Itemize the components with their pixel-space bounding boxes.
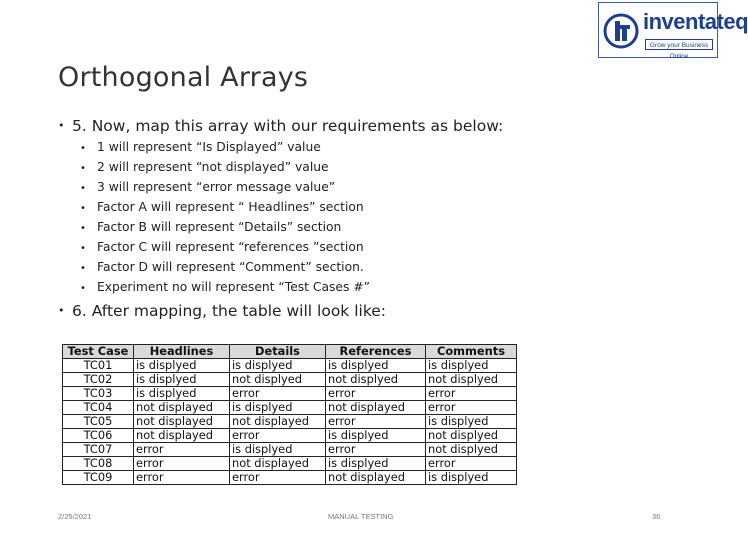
table-cell: is displyed <box>134 373 230 387</box>
table-cell: is displyed <box>230 401 326 415</box>
bullet-icon: • <box>80 263 86 274</box>
bullet-point-6 <box>58 302 386 320</box>
table-cell: not displyed <box>426 429 517 443</box>
footer-title: MANUAL TESTING <box>328 512 394 521</box>
list-item: • 3 will represent “error message value” <box>80 177 370 197</box>
table-cell: TC04 <box>63 401 134 415</box>
table-cell: error <box>134 443 230 457</box>
table-cell: is displyed <box>326 429 426 443</box>
column-header-details: Details <box>230 345 326 359</box>
logo-tagline: Grow your Business Online <box>645 39 713 50</box>
table-cell: is displyed <box>134 359 230 373</box>
mapping-list <box>80 137 370 297</box>
column-header-headlines: Headlines <box>134 345 230 359</box>
table-row <box>63 457 517 471</box>
table-row <box>63 429 517 443</box>
table-cell: error <box>426 387 517 401</box>
footer-page-number: 36 <box>652 512 661 521</box>
table-cell: TC05 <box>63 415 134 429</box>
bullet-icon: • <box>58 304 65 317</box>
table-cell: is displyed <box>326 359 426 373</box>
table-cell: not displyed <box>326 373 426 387</box>
table-cell: not displyed <box>426 443 517 457</box>
table-cell: error <box>230 429 326 443</box>
table-cell: is displyed <box>230 443 326 457</box>
test-case-table <box>62 344 517 485</box>
table-cell: not displyed <box>230 373 326 387</box>
table-cell: not displayed <box>134 401 230 415</box>
table-cell: TC03 <box>63 387 134 401</box>
list-item: • Factor C will represent “references ”section <box>80 237 370 257</box>
slide-title: Orthogonal Arrays <box>58 62 309 93</box>
table-cell: not displayed <box>230 415 326 429</box>
table-row <box>63 373 517 387</box>
table-row <box>63 443 517 457</box>
bullet-icon: • <box>80 183 86 194</box>
table-cell: not displyed <box>426 373 517 387</box>
column-header-references: References <box>326 345 426 359</box>
table-cell: error <box>426 457 517 471</box>
table-cell: error <box>230 387 326 401</box>
table-row <box>63 415 517 429</box>
table-cell: not displayed <box>326 471 426 485</box>
column-header-test-case: Test Case <box>63 345 134 359</box>
list-item: • Factor B will represent “Details” section <box>80 217 370 237</box>
table-cell: TC01 <box>63 359 134 373</box>
footer-date: 2/25/2021 <box>58 512 92 521</box>
table-row <box>63 471 517 485</box>
table-cell: is displyed <box>326 457 426 471</box>
table-cell: error <box>230 471 326 485</box>
table-row <box>63 387 517 401</box>
bullet-point-6-text: 6. After mapping, the table will look like: <box>72 302 387 320</box>
table-cell: is displyed <box>426 471 517 485</box>
bullet-icon: • <box>58 119 65 132</box>
table-cell: error <box>134 471 230 485</box>
table-cell: not displayed <box>134 415 230 429</box>
bullet-point-5 <box>58 117 503 135</box>
company-logo <box>598 2 748 60</box>
list-item: • 2 will represent “not displayed” value <box>80 157 370 177</box>
table-cell: not displayed <box>326 401 426 415</box>
bullet-point-5-text: 5. Now, map this array with our requirements as below: <box>72 117 504 135</box>
table-cell: TC09 <box>63 471 134 485</box>
table-cell: error <box>134 457 230 471</box>
table-row <box>63 401 517 415</box>
bullet-icon: • <box>80 283 86 294</box>
table-cell: TC08 <box>63 457 134 471</box>
table-cell: is displyed <box>426 359 517 373</box>
list-item: • Factor A will represent “ Headlines” section <box>80 197 370 217</box>
table-cell: TC02 <box>63 373 134 387</box>
table-row <box>63 359 517 373</box>
table-cell: error <box>326 387 426 401</box>
table-cell: not displayed <box>134 429 230 443</box>
bullet-icon: • <box>80 203 86 214</box>
table-cell: error <box>326 415 426 429</box>
bullet-icon: • <box>80 243 86 254</box>
table-cell: is displyed <box>134 387 230 401</box>
list-item: • Experiment no will represent “Test Cases #” <box>80 277 370 297</box>
table-cell: not displayed <box>230 457 326 471</box>
table-cell: TC07 <box>63 443 134 457</box>
table-header-row <box>63 345 517 359</box>
bullet-icon: • <box>80 163 86 174</box>
list-item: • Factor D will represent “Comment” section. <box>80 257 370 277</box>
table-cell: TC06 <box>63 429 134 443</box>
list-item: • 1 will represent “Is Displayed” value <box>80 137 370 157</box>
bullet-icon: • <box>80 223 86 234</box>
table-cell: error <box>326 443 426 457</box>
table-cell: is displyed <box>426 415 517 429</box>
table-cell: error <box>426 401 517 415</box>
column-header-comments: Comments <box>426 345 517 359</box>
logo-brand-text: inventateq <box>643 9 748 34</box>
bullet-icon: • <box>80 143 86 154</box>
inventateq-logo-icon <box>603 11 639 51</box>
table-cell: is displyed <box>230 359 326 373</box>
